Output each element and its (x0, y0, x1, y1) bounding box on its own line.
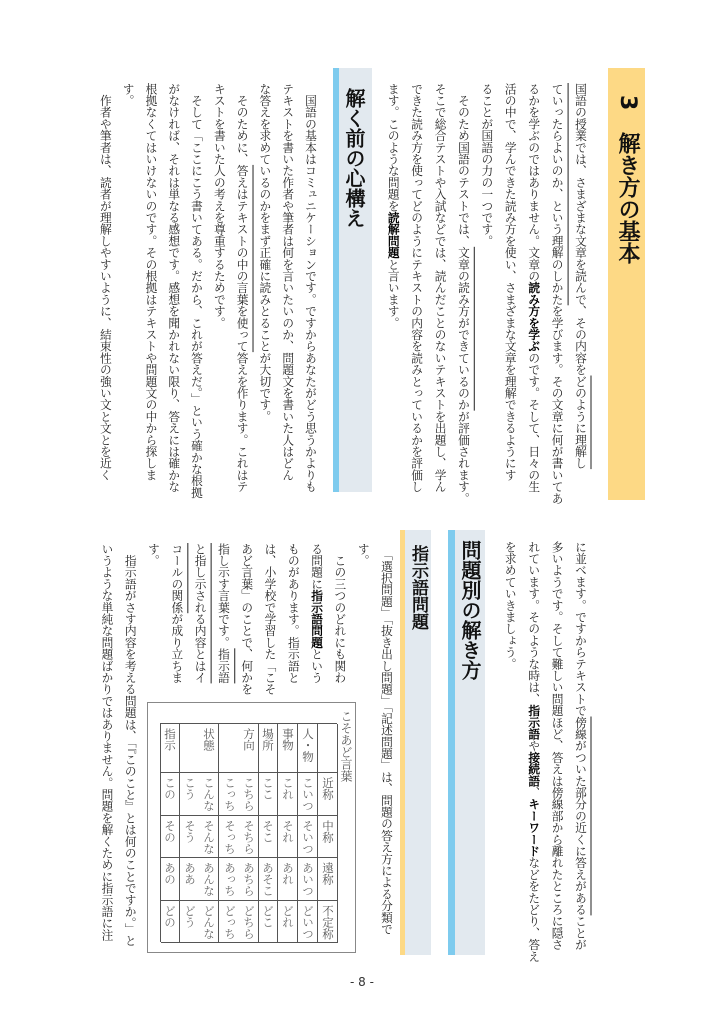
table-cell: あいつ (298, 858, 318, 901)
text-segment: と言います。 (386, 258, 401, 329)
table-header-cell (318, 724, 338, 773)
text-segment: に並べます。ですからテキストで (574, 541, 588, 717)
table-cell: こんな こう (180, 773, 219, 816)
table-header-cell: 指示 (161, 724, 180, 773)
text-segment: す。 (356, 543, 371, 567)
table-cell: どちら どっち (219, 901, 259, 943)
text-segment: 答えを作ります。これはテ (235, 352, 250, 493)
table-header-cell: 遠称 (318, 858, 338, 901)
table-cell: これ (278, 773, 298, 816)
text-segment: テキストを書いた作者や筆者は何を言いたいのか、問題文を書いた人はどん (281, 83, 296, 481)
text-line (545, 83, 568, 504)
table-header-cell: 人・物 (298, 724, 318, 773)
text-segment: 根拠なくてはいけないのです。その根拠はテキストや問題文の中から探しま (144, 83, 159, 481)
intro-text (381, 83, 592, 504)
table-header-cell: 場所 (259, 724, 278, 773)
by-type-heading: 問題別の解き方 (458, 540, 482, 680)
kosoado-table-title: こそあど言葉 (339, 710, 353, 782)
sidelined-text: コールの関係 (170, 543, 185, 614)
text-line (94, 83, 117, 498)
text-line (162, 83, 185, 498)
text-segment: 多いようです。そして難しい問題ほど、答えは傍線部から離れたところに隠さ (550, 541, 565, 951)
table-cell: あれ (278, 858, 298, 901)
text-line (522, 541, 545, 962)
text-line (475, 83, 498, 504)
table-cell: あんな ああ (180, 858, 219, 901)
mindset-heading: 解く前の心構え (342, 88, 366, 228)
text-line (254, 83, 277, 498)
demonstrative-heading: 指示語問題 (408, 545, 428, 630)
continued-text (498, 541, 592, 962)
text-segment: 国語の授業では、さまざまな文章を読んで、その内容を (574, 83, 588, 376)
text-line (208, 83, 231, 498)
text-segment: る問題に (310, 543, 325, 590)
text-segment: そして「ここにこう書いてある。だから、これが答えだ。」という確かな根拠 (190, 83, 205, 499)
text-segment: そのため国語のテストでは、 (456, 83, 471, 247)
text-segment: れています。そのような時は、 (527, 541, 542, 705)
table-cell: どの (161, 901, 180, 943)
text-line (498, 541, 521, 962)
text-line (375, 543, 398, 947)
table-header-cell: 中称 (318, 816, 338, 858)
sidelined-text: 傍線がついた部分の近くに答えがある (574, 716, 588, 916)
text-segment: を求めていきましょう。 (503, 541, 518, 670)
table-cell: それ (278, 816, 298, 858)
sidelined-text: と指し示される内容とはイ (193, 543, 208, 684)
text-line (118, 543, 141, 947)
text-line (140, 83, 163, 498)
table-cell: こいつ (298, 773, 318, 816)
text-segment: や (527, 739, 542, 752)
text-line (95, 543, 118, 947)
text-segment: がなければ、それは単なる感想です。感想を聞かれない限り、答えには確かな (167, 83, 182, 493)
text-segment: キストを書いた人の考えを尊重するためです。 (212, 83, 227, 329)
table-cell: あちら あっち (219, 858, 259, 901)
text-segment: そのために、 (235, 83, 250, 165)
text-segment: 、 (527, 786, 542, 799)
bold-term: 読解問題 (386, 211, 401, 259)
text-segment: という (310, 648, 325, 684)
table-cell: そいつ (298, 816, 318, 858)
table-cell: どれ (278, 901, 298, 943)
page-number: - 8 - (350, 975, 374, 989)
text-line (276, 83, 299, 498)
bold-term: 指示語 (527, 704, 542, 740)
table-cell: そんな そう (180, 816, 219, 858)
bold-term: 接続語 (527, 751, 542, 787)
bold-term: 指示語問題 (310, 589, 325, 649)
text-segment: のです。そして、日々の生 (527, 352, 542, 493)
table-cell: そちら そっち (219, 816, 259, 858)
text-segment: 国語の基本はコミュニケーションです。ですからあなたがどう思うかよりも (304, 83, 318, 493)
sidelined-text: 指示語 (216, 648, 231, 684)
sidelined-text: 答えはテキストの中の言葉を使って (235, 164, 250, 353)
kosoado-table (160, 723, 337, 942)
table-header-cell: 不定称 (318, 901, 338, 943)
table-cell: どんな どう (180, 901, 219, 943)
text-line (299, 83, 322, 498)
text-line (381, 83, 404, 504)
text-segment: を学びます。その文章に何が書いてあ (550, 305, 565, 505)
text-segment: が成り立ちま (170, 613, 185, 684)
text-segment: 作者や筆者は、読者が理解しやすいように、結束性の強い文と文とを近く (98, 83, 113, 481)
sidelined-text: ていったらよいのか、という理解のしかた (550, 83, 565, 306)
table-cell: そこ (259, 816, 278, 858)
section-title: 3 解き方の基本 (615, 95, 640, 265)
text-segment: あど言葉」のことで、何かを (240, 543, 255, 696)
text-line (231, 83, 254, 498)
text-segment: 指し示す言葉です。 (216, 543, 231, 649)
text-line (498, 83, 521, 504)
text-segment: るかを学ぶのではありません。文章の (527, 83, 542, 282)
text-line (185, 83, 208, 498)
text-line (522, 83, 545, 504)
text-segment: ことが (574, 915, 588, 951)
text-segment: な答えを求めているのかをまず正確に読みとることが大切です。 (258, 83, 273, 423)
text-segment: この三つのどれにも関わ (333, 543, 348, 684)
text-segment: 「選択問題」「抜き出し問題」「記述問題」は、問題の答え方による分類で (380, 543, 394, 935)
table-cell: あの (161, 858, 180, 901)
text-line (569, 541, 592, 962)
table-cell: ここ (259, 773, 278, 816)
text-line (545, 541, 568, 962)
text-segment: 指示語がさす内容を考える問題は、「『このこと』とは何のことですか。」と (123, 543, 138, 947)
text-segment: ることが国語の力の一つです。 (480, 83, 495, 247)
text-segment: は、小学校で学習した「こそ (263, 543, 278, 696)
text-segment: す。 (121, 83, 136, 107)
text-segment: ます。このような問題を (386, 83, 401, 212)
text-segment: す。 (147, 543, 162, 567)
bold-term: キーワード (527, 798, 542, 857)
text-segment: いうような単純な問題ばかりではありません。問題を解くために指示語に注 (100, 543, 115, 941)
text-line (569, 83, 592, 504)
table-cell: どいつ (298, 901, 318, 943)
mindset-text (94, 83, 322, 498)
sidelined-text: どのように理解し (574, 375, 588, 470)
table-header-cell: 状態 (180, 724, 219, 773)
bold-term: 読み方を学ぶ (527, 281, 542, 353)
table-cell: こちら こっち (219, 773, 259, 816)
text-line (117, 83, 140, 498)
table-cell: どこ (259, 901, 278, 943)
table-header-cell: 事物 (278, 724, 298, 773)
text-segment: できた読み方を使ってどのようにテキストの内容を読みとっているかを評価し (410, 83, 425, 493)
table-cell: その (161, 816, 180, 858)
sidelined-text: 文章の読み方ができているのか (456, 246, 471, 411)
text-segment: そこで総合テストや入試などでは、読んだことのないテキストを出題し、学ん (433, 83, 448, 493)
text-segment: ものがあります。指示語と (286, 543, 301, 684)
table-cell: この (161, 773, 180, 816)
text-line (428, 83, 451, 504)
text-line (452, 83, 475, 504)
text-line (405, 83, 428, 504)
text-segment: 活の中で、学んできた読み方を使い、さまざまな文章を理解できるようにす (503, 83, 518, 481)
text-segment: などをたどり、答え (527, 856, 542, 963)
text-segment: が評価されます。 (456, 410, 471, 505)
table-header-cell: 方向 (219, 724, 259, 773)
table-cell: あそこ (259, 858, 278, 901)
table-header-cell: 近称 (318, 773, 338, 816)
